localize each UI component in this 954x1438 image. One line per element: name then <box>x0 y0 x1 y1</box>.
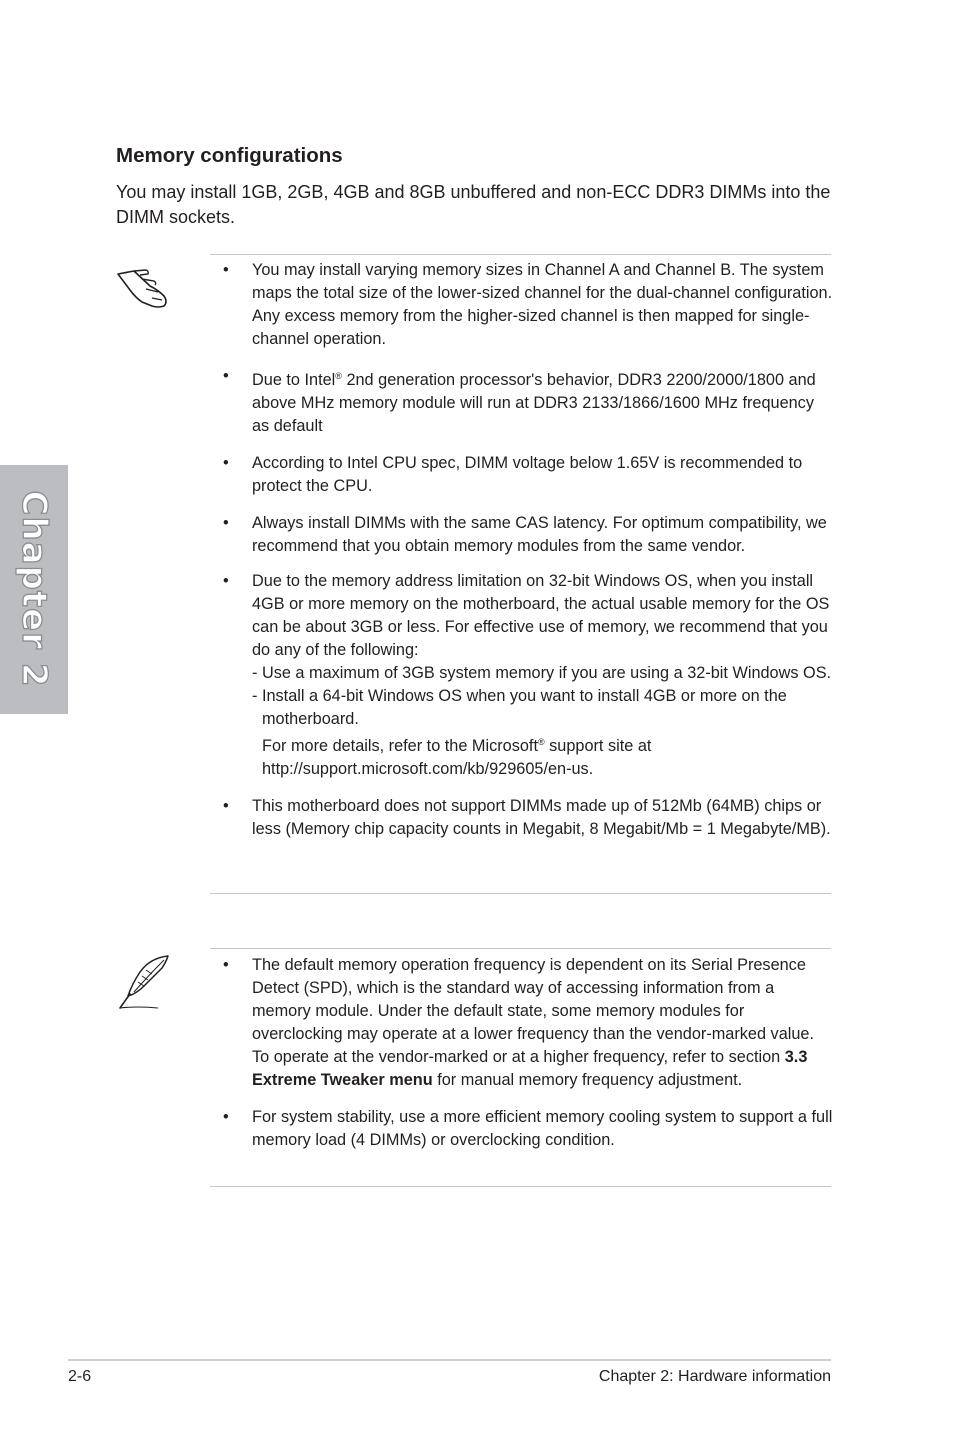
footer-divider <box>68 1359 831 1361</box>
microsoft-details: For more details, refer to the Microsoft® support site at <box>262 737 652 755</box>
note-item: • This motherboard does not support DIMMs made up of 512Mb (64MB) chips or less (Memory chip capacity counts in Megabit, 8 Megabit/Mb = 1 Megabyte/MB). <box>223 797 831 838</box>
footer-chapter-title: Chapter 2: Hardware information <box>598 1368 831 1385</box>
tip-item: • For system stability, use a more efficient memory cooling system to support a full memory load (4 DIMMs) or overclocking condition. <box>223 1108 833 1149</box>
quill-pen-icon <box>114 952 172 1012</box>
page-number: 2-6 <box>68 1368 92 1385</box>
note-list <box>210 259 835 841</box>
chapter-side-tab <box>0 465 68 714</box>
note-item: • According to Intel CPU spec, DIMM voltage below 1.65V is recommended to protect the CPU. <box>223 454 803 495</box>
tip-item: • The default memory operation frequency is dependent on its Serial Presence Detect (SPD), which is the standard way of accessing information from a memory module. Under the default state, some memory modules for overclocking may operate at a lower frequency than the vendor-marked value. To operate at the vendor-marked or at a higher frequency, refer to section 3.3 Extreme Tweaker menu for manual memory frequency adjustment. <box>223 956 815 1089</box>
tip-bottom-divider <box>210 1186 831 1187</box>
tip-list <box>210 954 835 1152</box>
microsoft-support-url: http://support.microsoft.com/kb/929605/en-us. <box>262 760 594 778</box>
note-item: • You may install varying memory sizes in Channel A and Channel B. The system maps the total size of the lower-sized channel for the dual-channel configuration. Any excess memory from the higher-sized channel is then mapped for single-channel operation. <box>223 261 833 348</box>
note-bottom-divider <box>210 893 831 894</box>
chapter-tab-label: Chapter 2 <box>14 490 54 688</box>
note-item: • Due to Intel® 2nd generation processor's behavior, DDR3 2200/2000/1800 and above MHz memory module will run at DDR3 2133/1866/1600 MHz frequency as default <box>223 367 816 435</box>
memory-option-1: - Use a maximum of 3GB system memory if you are using a 32-bit Windows OS. <box>252 664 832 682</box>
note-top-divider <box>210 254 831 255</box>
tip-top-divider <box>210 948 831 949</box>
extreme-tweaker-reference: 3.3 Extreme Tweaker menu <box>252 1048 808 1089</box>
section-intro: You may install 1GB, 2GB, 4GB and 8GB unbuffered and non-ECC DDR3 DIMMs into the DIMM sockets. <box>116 182 831 227</box>
memory-option-2: - Install a 64-bit Windows OS when you want to install 4GB or more on the <box>252 687 787 705</box>
hand-pointing-icon <box>112 262 174 310</box>
note-item: • Always install DIMMs with the same CAS latency. For optimum compatibility, we recommend that you obtain memory modules from the same vendor. <box>223 514 827 555</box>
note-item: • Due to the memory address limitation on 32-bit Windows OS, when you install 4GB or more memory on the motherboard, the actual usable memory for the OS can be about 3GB or less. For effective use of memory, we recommend that you do any of the following: - Use a maximum of 3GB system memory if you are using a 32-bit Windows OS. - Install a 64-bit Windows OS when you want to install 4GB or more on the motherboard. For more details, refer to the Microsoft® support site at http://support.microsoft.com/kb/929605/en-us. <box>210 570 835 781</box>
section-title: Memory configurations <box>116 144 343 167</box>
